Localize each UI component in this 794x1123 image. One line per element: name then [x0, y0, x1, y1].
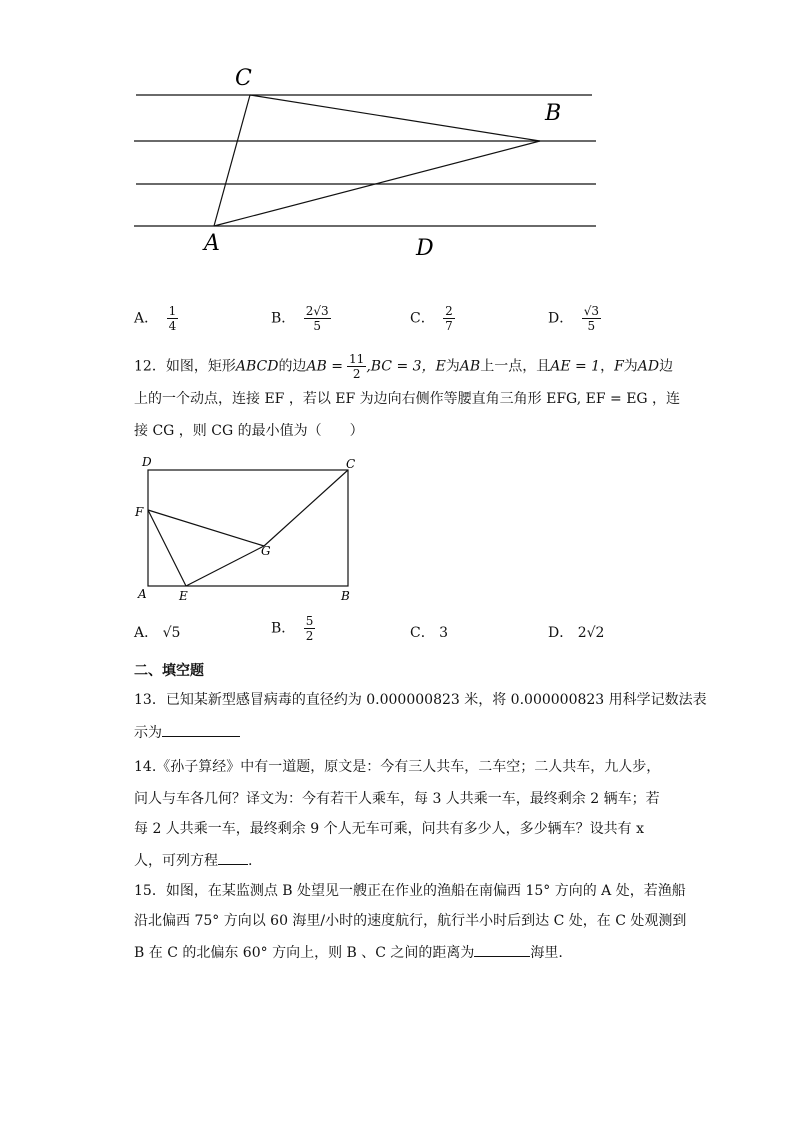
q11-option-b-den: 5 [313, 319, 322, 333]
q14-line-3: 每 2 人共乘一车，最终剩余 9 个人无车可乘，问共有多少人，多少辆车？设共有 x [134, 821, 644, 837]
q12-option-b-den: 2 [305, 629, 314, 643]
q15-line-2: 沿北偏西 75° 方向以 60 海里/小时的速度航行，航行半小时后到达 C 处，在 C 处观测到 [134, 913, 687, 929]
q14-text: 人，可列方程 [134, 853, 218, 869]
q12-option-d-letter: D． [548, 625, 574, 641]
label-a2: A [138, 587, 147, 601]
q11-option-b-fraction [304, 304, 331, 333]
q12-bc-eq: ,BC = 3， [366, 358, 436, 375]
q15-line-3 [134, 942, 674, 962]
q14-answer-blank[interactable] [218, 850, 248, 865]
q12-option-a-value: √5 [162, 625, 181, 641]
label-b2: B [341, 589, 350, 603]
q11-option-a-fraction [167, 304, 179, 333]
q15-text-end: 海里. [530, 945, 563, 961]
label-g2: G [261, 544, 271, 558]
q11-option-d-den: 5 [587, 319, 596, 333]
q15-line-1: 15．如图，在某监测点 B 处望见一艘正在作业的渔船在南偏西 15° 方向的 A 处，若渔船 [134, 883, 686, 899]
figure-rectangle-efg [128, 450, 368, 610]
q11-option-d-fraction [582, 304, 601, 333]
q12-text: 的边 [278, 358, 307, 375]
q12-ab-eq: AB = [306, 358, 344, 375]
q12-ab-fraction [347, 352, 366, 381]
q12-option-d-value: 2√2 [577, 625, 605, 641]
q15-answer-blank[interactable] [474, 942, 530, 957]
q11-option-b-letter: B． [271, 310, 296, 327]
q11-option-c-letter: C． [410, 310, 435, 327]
label-e2: E [179, 589, 188, 603]
q12-point-e: E [435, 358, 446, 375]
q14-line-1: 14.《孙子算经》中有一道题，原文是：今有三人共车，二车空；二人共车，九人步， [134, 759, 661, 775]
section-title-fill-in: 二、填空题 [134, 663, 204, 679]
q12-text: 上一点，且 [480, 358, 551, 375]
q11-option-a[interactable] [134, 304, 178, 333]
q12-ab-den: 2 [352, 367, 361, 381]
q12-rect-name: ABCD [235, 358, 279, 375]
segment-eg [186, 546, 264, 586]
q12-text: 边 [659, 358, 674, 375]
q12-ab-num: 11 [349, 352, 365, 366]
q12-option-b-letter: B． [271, 620, 296, 637]
segment-gc [264, 470, 348, 546]
q12-option-c-value: 3 [439, 625, 449, 641]
q12-option-a[interactable] [134, 622, 180, 642]
q13-answer-blank[interactable] [162, 722, 240, 737]
q12-line-2: 上的一个动点，连接 EF ，若以 EF 为边向右侧作等腰直角三角形 EFG, EF = EG ，连 [134, 391, 681, 407]
q12-line-3: 接 CG ，则 CG 的最小值为（ ） [134, 423, 364, 439]
label-c2: C [346, 457, 356, 471]
q14-line-4 [134, 850, 674, 870]
q11-option-c-den: 7 [445, 319, 453, 333]
q12-text: ， [600, 358, 615, 375]
q11-option-b[interactable] [271, 304, 331, 333]
rectangle-abcd [148, 470, 348, 586]
q13-line-1: 13．已知某新型感冒病毒的直径约为 0.000000823 米，将 0.000000823 用科学记数法表 [134, 692, 707, 708]
q12-option-c-letter: C． [410, 625, 435, 641]
figure-parallel-lines-triangle [120, 60, 610, 270]
q14-line-2: 问人与车各几何？译文为：今有若干人乘车，每 3 人共乘一车，最终剩余 2 辆车；若 [134, 791, 660, 807]
q12-ae: AE = 1 [550, 358, 601, 375]
q11-option-d-letter: D． [548, 310, 574, 327]
q12-option-b[interactable] [271, 614, 315, 643]
q12-point-f: F [614, 358, 624, 375]
q11-option-a-num: 1 [168, 304, 177, 318]
segment-cb [250, 95, 540, 141]
q12-option-b-fraction [304, 614, 316, 643]
label-b: B [545, 101, 562, 126]
q12-text: 为 [623, 358, 638, 375]
q12-text: 为 [445, 358, 460, 375]
segment-ca [214, 95, 250, 226]
q12-option-c[interactable] [410, 622, 448, 642]
q13-line-2 [134, 722, 674, 742]
q12-option-a-letter: A． [134, 625, 159, 641]
label-d2: D [142, 455, 152, 469]
q12-option-b-num: 5 [305, 614, 314, 628]
q14-text-end: . [248, 853, 253, 869]
label-a: A [204, 231, 220, 256]
q12-ab: AB [459, 358, 481, 375]
q11-option-c-num: 2 [445, 304, 453, 318]
label-c: C [235, 66, 252, 91]
q11-option-a-letter: A． [134, 310, 159, 327]
q11-option-c[interactable] [410, 304, 455, 333]
q11-option-d[interactable] [548, 304, 601, 333]
label-f2: F [135, 505, 144, 519]
q11-option-b-num: 2√3 [305, 304, 329, 318]
label-d: D [416, 236, 434, 261]
q12-line-1 [134, 352, 674, 381]
q13-text: 示为 [134, 725, 162, 741]
segment-fe [148, 510, 186, 586]
q12-option-d[interactable] [548, 622, 604, 642]
q11-option-d-num: √3 [583, 304, 599, 318]
q12-text: 12．如图，矩形 [134, 358, 236, 375]
q11-option-a-den: 4 [168, 319, 177, 333]
segment-fg [148, 510, 264, 546]
q11-option-c-fraction [443, 304, 455, 333]
q15-text: B 在 C 的北偏东 60° 方向上，则 B 、C 之间的距离为 [134, 945, 475, 961]
q12-ad: AD [637, 358, 660, 375]
